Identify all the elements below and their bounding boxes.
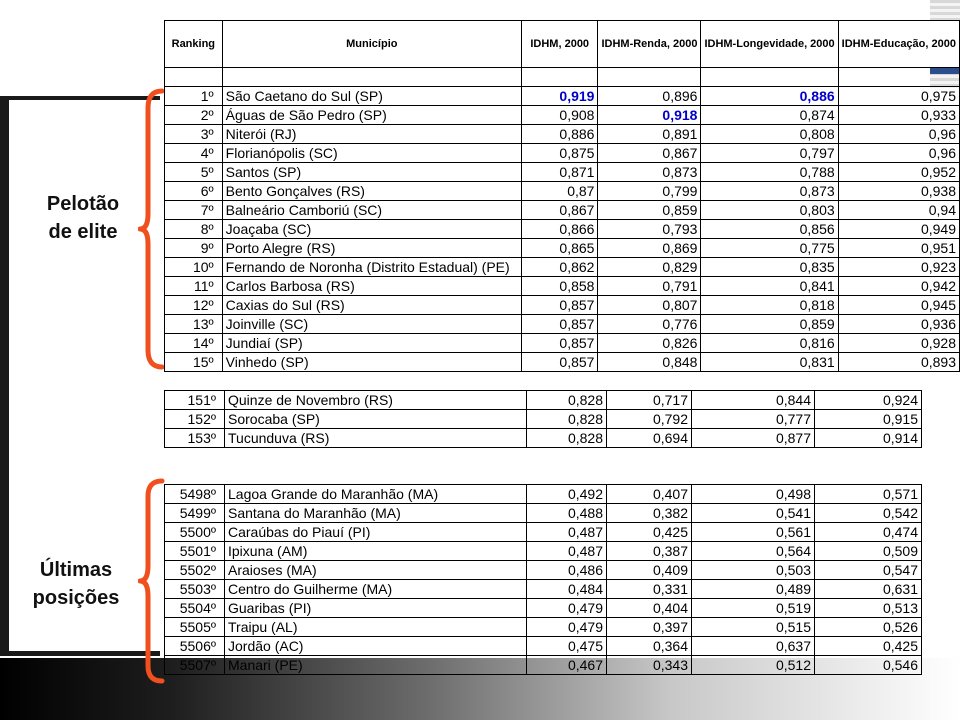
educacao-cell: 0,915 [815,410,922,429]
elite-label-line1: Pelotão [46,193,120,215]
longevidade-cell: 0,886 [701,87,838,106]
idhm-cell: 0,486 [527,561,607,580]
educacao-cell: 0,96 [838,144,959,163]
municipio-cell: Águas de São Pedro (SP) [222,106,521,125]
ranking-cell: 8º [165,220,223,239]
last-positions-table [164,484,922,675]
middle-ranking-table [164,390,922,448]
table-row [165,561,922,580]
renda-cell: 0,826 [598,334,701,353]
table-header-row [165,21,960,68]
educacao-cell: 0,933 [838,106,959,125]
renda-cell: 0,387 [607,542,692,561]
ranking-cell: 153º [165,429,225,448]
ranking-cell: 152º [165,410,225,429]
table-row [165,637,922,656]
table-row [165,391,922,410]
municipio-cell: Jundiaí (SP) [222,334,521,353]
longevidade-cell: 0,873 [701,182,838,201]
longevidade-cell: 0,835 [701,258,838,277]
longevidade-cell: 0,803 [701,201,838,220]
header-municipio: Município [222,21,521,68]
educacao-cell: 0,949 [838,220,959,239]
middle-rows [165,391,922,448]
table-row [165,182,960,201]
renda-cell: 0,382 [607,504,692,523]
idhm-cell: 0,467 [527,656,607,675]
renda-cell: 0,869 [598,239,701,258]
longevidade-cell: 0,564 [692,542,815,561]
municipio-cell: Quinze de Novembro (RS) [225,391,527,410]
ranking-cell: 5499º [165,504,225,523]
elite-ranking-table [164,20,960,372]
municipio-cell: Caraúbas do Piauí (PI) [225,523,527,542]
municipio-cell: Joaçaba (SC) [222,220,521,239]
last-positions-label [14,556,138,612]
educacao-cell: 0,938 [838,182,959,201]
municipio-cell: Sorocaba (SP) [225,410,527,429]
renda-cell: 0,425 [607,523,692,542]
ranking-cell: 3º [165,125,223,144]
educacao-cell: 0,571 [815,485,922,504]
educacao-cell: 0,928 [838,334,959,353]
renda-cell: 0,807 [598,296,701,315]
renda-cell: 0,694 [607,429,692,448]
educacao-cell: 0,631 [815,580,922,599]
header-idhm: IDHM, 2000 [521,21,598,68]
idhm-cell: 0,866 [521,220,598,239]
idhm-cell: 0,875 [521,144,598,163]
longevidade-cell: 0,637 [692,637,815,656]
header-renda: IDHM-Renda, 2000 [598,21,701,68]
ranking-cell: 12º [165,296,223,315]
idhm-cell: 0,908 [521,106,598,125]
educacao-cell: 0,914 [815,429,922,448]
educacao-cell: 0,546 [815,656,922,675]
municipio-cell: Guaribas (PI) [225,599,527,618]
longevidade-cell: 0,503 [692,561,815,580]
municipio-cell: Araioses (MA) [225,561,527,580]
educacao-cell: 0,951 [838,239,959,258]
ranking-cell: 5503º [165,580,225,599]
idhm-cell: 0,857 [521,315,598,334]
renda-cell: 0,848 [598,353,701,372]
renda-cell: 0,918 [598,106,701,125]
table-row [165,599,922,618]
ranking-cell: 4º [165,144,223,163]
idhm-cell: 0,487 [527,542,607,561]
educacao-cell: 0,542 [815,504,922,523]
elite-label [22,190,144,246]
idhm-cell: 0,858 [521,277,598,296]
idhm-cell: 0,857 [521,296,598,315]
table-row [165,580,922,599]
renda-cell: 0,407 [607,485,692,504]
table-row [165,220,960,239]
table-row [165,163,960,182]
longevidade-cell: 0,498 [692,485,815,504]
ranking-cell: 1º [165,87,223,106]
municipio-cell: Traipu (AL) [225,618,527,637]
educacao-cell: 0,952 [838,163,959,182]
ranking-cell: 11º [165,277,223,296]
renda-cell: 0,409 [607,561,692,580]
idhm-cell: 0,87 [521,182,598,201]
elite-label-line2: de elite [48,221,118,243]
renda-cell: 0,331 [607,580,692,599]
municipio-cell: Balneário Camboriú (SC) [222,201,521,220]
longevidade-cell: 0,515 [692,618,815,637]
ranking-cell: 5498º [165,485,225,504]
header-spacer [165,68,960,87]
idhm-cell: 0,886 [521,125,598,144]
idhm-cell: 0,828 [527,391,607,410]
longevidade-cell: 0,844 [692,391,815,410]
municipio-cell: Niterói (RJ) [222,125,521,144]
table-row [165,315,960,334]
idhm-cell: 0,857 [521,334,598,353]
municipio-cell: Caxias do Sul (RS) [222,296,521,315]
table-row [165,542,922,561]
educacao-cell: 0,526 [815,618,922,637]
table-row [165,258,960,277]
idhm-cell: 0,484 [527,580,607,599]
idhm-cell: 0,867 [521,201,598,220]
ranking-cell: 9º [165,239,223,258]
educacao-cell: 0,975 [838,87,959,106]
longevidade-cell: 0,816 [701,334,838,353]
municipio-cell: Carlos Barbosa (RS) [222,277,521,296]
idhm-cell: 0,488 [527,504,607,523]
educacao-cell: 0,945 [838,296,959,315]
longevidade-cell: 0,489 [692,580,815,599]
renda-cell: 0,896 [598,87,701,106]
ranking-cell: 14º [165,334,223,353]
ranking-cell: 151º [165,391,225,410]
idhm-cell: 0,862 [521,258,598,277]
idhm-cell: 0,857 [521,353,598,372]
table-row [165,296,960,315]
table-row [165,410,922,429]
educacao-cell: 0,924 [815,391,922,410]
ranking-cell: 13º [165,315,223,334]
municipio-cell: Santos (SP) [222,163,521,182]
header-ranking: Ranking [165,21,223,68]
idhm-cell: 0,871 [521,163,598,182]
municipio-cell: Santana do Maranhão (MA) [225,504,527,523]
longevidade-cell: 0,561 [692,523,815,542]
table-row [165,334,960,353]
municipio-cell: Florianópolis (SC) [222,144,521,163]
header-educacao: IDHM-Educação, 2000 [838,21,959,68]
last-positions-rows [165,485,922,675]
idhm-cell: 0,479 [527,599,607,618]
municipio-cell: Jordão (AC) [225,637,527,656]
table-row [165,485,922,504]
municipio-cell: Porto Alegre (RS) [222,239,521,258]
ranking-cell: 5502º [165,561,225,580]
educacao-cell: 0,936 [838,315,959,334]
municipio-cell: Centro do Guilherme (MA) [225,580,527,599]
renda-cell: 0,404 [607,599,692,618]
table-row [165,239,960,258]
municipio-cell: Bento Gonçalves (RS) [222,182,521,201]
idhm-cell: 0,828 [527,429,607,448]
ranking-cell: 5505º [165,618,225,637]
educacao-cell: 0,425 [815,637,922,656]
renda-cell: 0,791 [598,277,701,296]
longevidade-cell: 0,519 [692,599,815,618]
idhm-cell: 0,919 [521,87,598,106]
longevidade-cell: 0,797 [701,144,838,163]
last-positions-line1: Últimas [39,559,113,581]
educacao-cell: 0,509 [815,542,922,561]
longevidade-cell: 0,541 [692,504,815,523]
table-row [165,523,922,542]
last-positions-line2: posições [32,587,120,609]
ranking-cell: 15º [165,353,223,372]
table-row [165,144,960,163]
educacao-cell: 0,893 [838,353,959,372]
table-row [165,87,960,106]
municipio-cell: Manari (PE) [225,656,527,675]
longevidade-cell: 0,777 [692,410,815,429]
longevidade-cell: 0,775 [701,239,838,258]
table-row [165,429,922,448]
ranking-cell: 10º [165,258,223,277]
ranking-cell: 5507º [165,656,225,675]
renda-cell: 0,793 [598,220,701,239]
table-row [165,125,960,144]
educacao-cell: 0,513 [815,599,922,618]
longevidade-cell: 0,874 [701,106,838,125]
longevidade-cell: 0,808 [701,125,838,144]
idhm-cell: 0,479 [527,618,607,637]
educacao-cell: 0,474 [815,523,922,542]
renda-cell: 0,776 [598,315,701,334]
longevidade-cell: 0,859 [701,315,838,334]
educacao-cell: 0,547 [815,561,922,580]
municipio-cell: Lagoa Grande do Maranhão (MA) [225,485,527,504]
longevidade-cell: 0,856 [701,220,838,239]
ranking-cell: 5501º [165,542,225,561]
idhm-cell: 0,492 [527,485,607,504]
table-row [165,277,960,296]
municipio-cell: Tucunduva (RS) [225,429,527,448]
longevidade-cell: 0,831 [701,353,838,372]
ranking-cell: 5504º [165,599,225,618]
table-row [165,618,922,637]
ranking-cell: 7º [165,201,223,220]
ranking-cell: 2º [165,106,223,125]
municipio-cell: Vinhedo (SP) [222,353,521,372]
ranking-cell: 5500º [165,523,225,542]
municipio-cell: Fernando de Noronha (Distrito Estadual) (PE) [222,258,521,277]
educacao-cell: 0,96 [838,125,959,144]
renda-cell: 0,891 [598,125,701,144]
idhm-cell: 0,487 [527,523,607,542]
table-row [165,201,960,220]
longevidade-cell: 0,512 [692,656,815,675]
idhm-cell: 0,865 [521,239,598,258]
header-longevidade: IDHM-Longevidade, 2000 [701,21,838,68]
elite-rows [165,87,960,372]
table-row [165,106,960,125]
educacao-cell: 0,923 [838,258,959,277]
renda-cell: 0,873 [598,163,701,182]
renda-cell: 0,792 [607,410,692,429]
renda-cell: 0,397 [607,618,692,637]
ranking-cell: 6º [165,182,223,201]
renda-cell: 0,829 [598,258,701,277]
renda-cell: 0,343 [607,656,692,675]
idhm-cell: 0,475 [527,637,607,656]
table-row [165,504,922,523]
longevidade-cell: 0,788 [701,163,838,182]
renda-cell: 0,717 [607,391,692,410]
ranking-cell: 5º [165,163,223,182]
longevidade-cell: 0,877 [692,429,815,448]
renda-cell: 0,859 [598,201,701,220]
longevidade-cell: 0,841 [701,277,838,296]
municipio-cell: Ipixuna (AM) [225,542,527,561]
renda-cell: 0,799 [598,182,701,201]
municipio-cell: São Caetano do Sul (SP) [222,87,521,106]
renda-cell: 0,364 [607,637,692,656]
municipio-cell: Joinville (SC) [222,315,521,334]
educacao-cell: 0,94 [838,201,959,220]
longevidade-cell: 0,818 [701,296,838,315]
ranking-cell: 5506º [165,637,225,656]
idhm-cell: 0,828 [527,410,607,429]
renda-cell: 0,867 [598,144,701,163]
table-row [165,656,922,675]
table-row [165,353,960,372]
educacao-cell: 0,942 [838,277,959,296]
